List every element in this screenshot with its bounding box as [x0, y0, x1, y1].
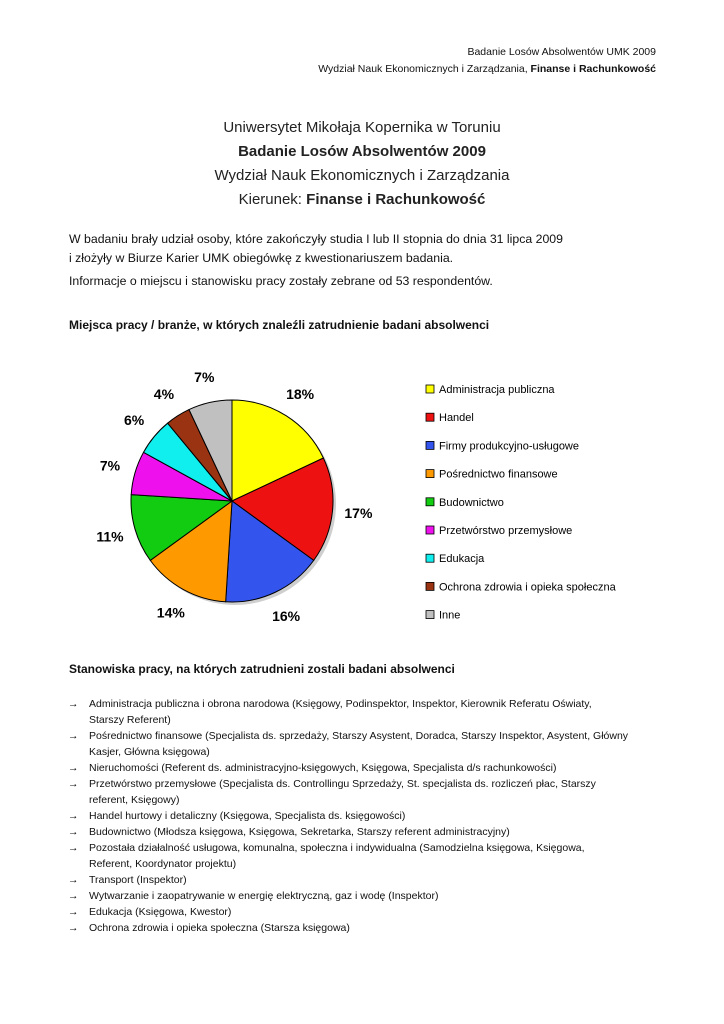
slice-data-label: 7%: [194, 369, 215, 386]
arrow-icon: →: [68, 698, 79, 710]
list-item-text: Pozostała działalność usługowa, komunalna, społeczna i indywidualna (Samodzielna księgowa, Księgowa,: [89, 842, 585, 854]
list-item-text: Wytwarzanie i zaopatrywanie w energię elektryczną, gaz i wodę (Inspektor): [89, 890, 439, 902]
slice-data-label: 14%: [156, 604, 185, 621]
slice-data-label: 16%: [272, 607, 301, 624]
list-item-text: Administracja publiczna i obrona narodowa (Księgowy, Podinspektor, Inspektor, Kierownik Referatu Oświaty,: [89, 698, 592, 710]
legend-swatch: [426, 611, 434, 619]
arrow-icon: →: [68, 922, 79, 934]
legend-swatch: [426, 385, 434, 393]
list-item: [68, 872, 668, 888]
slice-data-label: 7%: [99, 457, 121, 474]
list-item: [68, 696, 668, 728]
list-item: [68, 888, 668, 904]
study-title: Badanie Losów Absolwentów 2009: [238, 143, 486, 160]
legend-label: Edukacja: [439, 553, 485, 566]
intro-paragraph: [69, 230, 659, 291]
arrow-icon: →: [68, 874, 79, 886]
legend-label: Administracja publiczna: [439, 384, 555, 396]
list-item-text-continued: Starszy Referent): [89, 714, 171, 726]
arrow-icon: →: [68, 762, 79, 774]
slice-data-label: 4%: [153, 385, 175, 402]
slice-data-label: 17%: [344, 505, 373, 521]
header-line-2: [318, 61, 656, 78]
list-item: [68, 904, 668, 920]
workplaces-section-title: Miejsca pracy / branże, w których znaleźli zatrudnienie badani absolwenci: [69, 318, 490, 332]
legend-label: Pośrednictwo finansowe: [439, 468, 558, 481]
legend-label: Przetwórstwo przemysłowe: [439, 525, 573, 537]
legend-label: Inne: [439, 609, 461, 622]
header-faculty: Wydział Nauk Ekonomicznych i Zarządzania,: [318, 63, 531, 75]
arrow-icon: →: [68, 810, 79, 822]
list-item: [68, 808, 668, 824]
legend-swatch: [426, 554, 434, 562]
arrow-icon: →: [68, 842, 79, 854]
title-block: [0, 116, 724, 212]
list-item: [68, 760, 668, 776]
positions-list: [68, 696, 668, 936]
slice-data-label: 11%: [96, 528, 124, 545]
legend-swatch: [426, 526, 434, 534]
legend-swatch: [426, 498, 434, 506]
arrow-icon: →: [68, 730, 79, 742]
legend-swatch: [426, 441, 434, 449]
list-item: [68, 776, 668, 808]
pie-chart: [96, 368, 660, 628]
list-item: [68, 840, 668, 872]
list-item-text-continued: Kasjer, Główna księgowa): [89, 746, 210, 758]
positions-section-title: Stanowiska pracy, na których zatrudnieni zostali badani absolwenci: [69, 662, 455, 676]
list-item-text: Edukacja (Księgowa, Kwestor): [89, 906, 232, 918]
header-line-1: Badanie Losów Absolwentów UMK 2009: [467, 46, 656, 58]
arrow-icon: →: [68, 826, 79, 838]
university-title: Uniwersytet Mikołaja Kopernika w Toruniu: [223, 119, 501, 136]
list-item-text: Przetwórstwo przemysłowe (Specjalista ds. Controllingu Sprzedaży, St. specjalista ds. rozliczeń płac, Starszy: [89, 778, 596, 790]
legend-label: Ochrona zdrowia i opieka społeczna: [439, 581, 616, 594]
legend-swatch: [426, 470, 434, 478]
list-item-text: Ochrona zdrowia i opieka społeczna (Starsza księgowa): [89, 922, 350, 934]
intro-line-3: Informacje o miejscu i stanowisku pracy zostały zebrane od 53 respondentów.: [69, 274, 493, 288]
list-item-text: Nieruchomości (Referent ds. administracyjno-księgowych, Księgowa, Specjalista d/s rachunkowości): [89, 762, 557, 774]
major-title: [0, 188, 724, 212]
major-name: Finanse i Rachunkowość: [306, 191, 486, 208]
arrow-icon: →: [68, 906, 79, 918]
list-item-text: Handel hurtowy i detaliczny (Księgowa, Specjalista ds. księgowości): [89, 810, 406, 822]
header-major: Finanse i Rachunkowość: [530, 63, 656, 75]
list-item: [68, 824, 668, 840]
intro-line-1: W badaniu brały udział osoby, które zakończyły studia I lub II stopnia do dnia 31 lipca 2009: [69, 232, 563, 246]
list-item-text: Pośrednictwo finansowe (Specjalista ds. sprzedaży, Starszy Asystent, Doradca, Starszy Inspektor, Asystent, Główny: [89, 730, 629, 742]
list-item-text-continued: referent, Księgowy): [89, 794, 180, 806]
arrow-icon: →: [68, 778, 79, 790]
list-item: [68, 920, 668, 936]
arrow-icon: →: [68, 890, 79, 902]
page-header: [318, 44, 656, 78]
slice-data-label: 18%: [286, 385, 315, 402]
legend-label: Firmy produkcyjno-usługowe: [439, 440, 579, 453]
list-item: [68, 728, 668, 760]
major-prefix: Kierunek:: [238, 191, 307, 208]
legend-swatch: [426, 582, 434, 590]
legend-label: Budownictwo: [439, 496, 504, 509]
intro-line-2: i złożyły w Biurze Karier UMK obiegówkę z kwestionariuszem badania.: [69, 251, 454, 265]
list-item-text: Transport (Inspektor): [89, 874, 187, 886]
slice-data-label: 6%: [123, 412, 145, 428]
list-item-text-continued: Referent, Koordynator projektu): [89, 858, 237, 870]
legend-swatch: [426, 413, 434, 421]
legend-label: Handel: [439, 412, 474, 425]
faculty-title: Wydział Nauk Ekonomicznych i Zarządzania: [214, 167, 510, 184]
list-item-text: Budownictwo (Młodsza księgowa, Księgowa, Sekretarka, Starszy referent administracyjny): [89, 826, 510, 838]
